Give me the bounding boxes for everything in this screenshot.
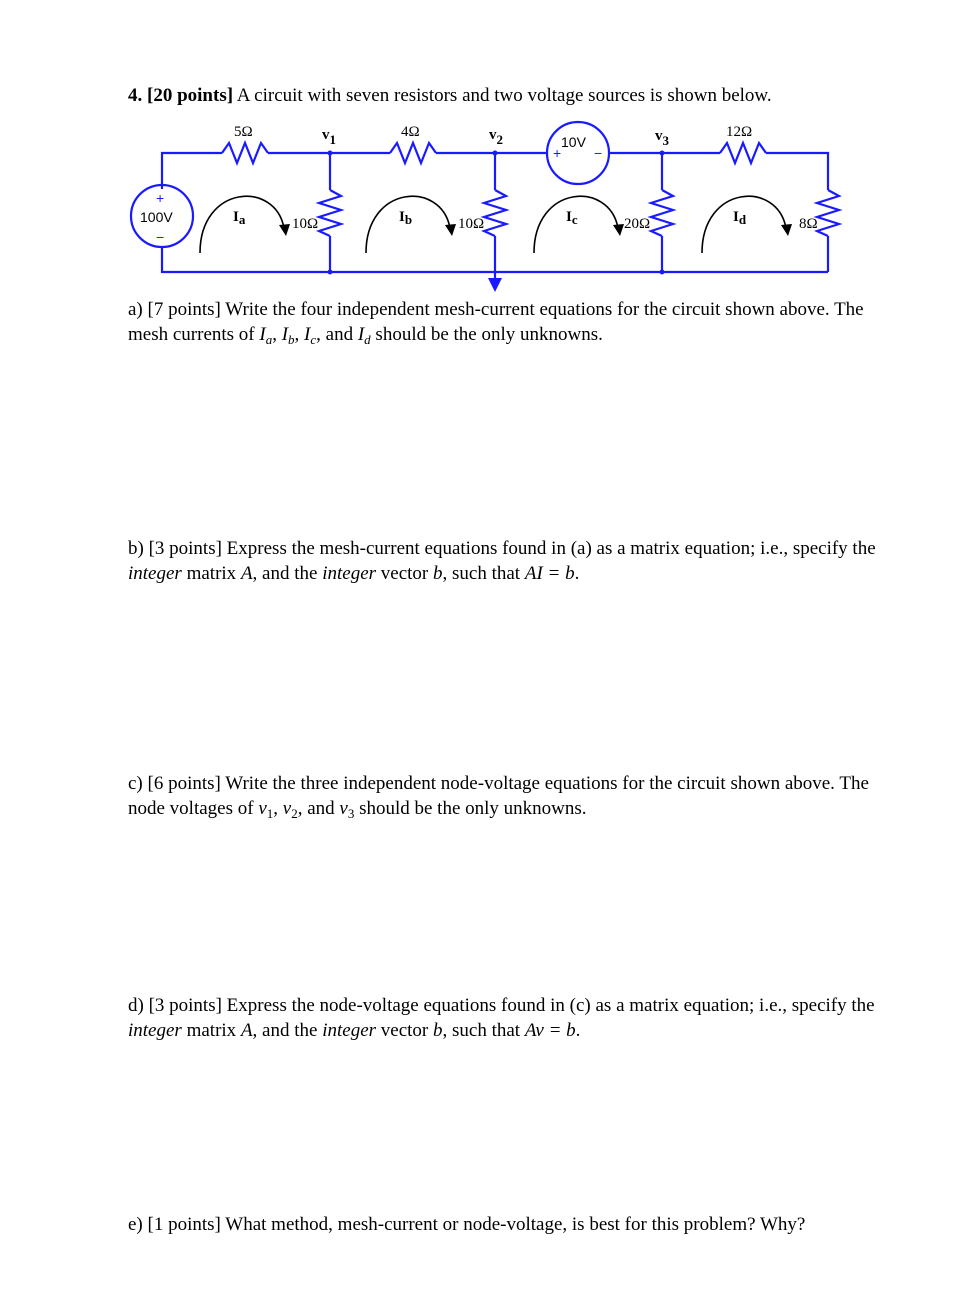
resistor-10ohm-b xyxy=(484,190,506,236)
node-dot xyxy=(493,151,498,156)
part-e-text: e) [1 points] What method, mesh-current or node-voltage, is best for this problem? Why? xyxy=(128,1214,806,1235)
problem-points: [20 points] xyxy=(147,85,234,106)
r-4ohm-label: 4Ω xyxy=(401,124,420,140)
part-b-period: . xyxy=(574,563,580,584)
mesh-c-label: Ic xyxy=(566,209,578,227)
resistor-8ohm xyxy=(817,190,839,236)
part-a-tail: should be the only unknowns. xyxy=(375,324,603,345)
problem-header xyxy=(128,83,908,108)
var-ia: $I_a$ xyxy=(259,324,273,347)
mesh-a-label: Ia xyxy=(233,209,246,227)
problem-number: 4. xyxy=(128,85,143,106)
var-v3: $v_3$ xyxy=(339,798,355,821)
mesh-arrowhead-b xyxy=(445,224,456,236)
part-b-lead: b) [3 points] Express the mesh-current equations found in (a) as a matrix equation; i.e., specify the xyxy=(128,538,876,559)
node-v1-label: v1 xyxy=(322,127,336,147)
source-10v-plus: + xyxy=(553,145,562,161)
part-b-equation: AI = b xyxy=(524,563,575,584)
r-10ohm-a-label: 10Ω xyxy=(292,216,319,232)
part-a: a) [7 points] Write the four independent mesh-current equations for the circuit shown above. The mesh currents of $I_a$, $I_b$, $I_c$, and $I_d$ should be the only unknowns. xyxy=(128,299,864,347)
part-b xyxy=(128,536,908,586)
top-wire-left xyxy=(162,153,222,189)
part-b-b: b xyxy=(433,563,443,584)
r-12ohm-label: 12Ω xyxy=(726,124,753,140)
resistor-12ohm xyxy=(720,143,766,163)
part-b-matrix: matrix xyxy=(186,563,237,584)
resistor-20ohm xyxy=(651,190,673,236)
part-b-and-the: , and the xyxy=(252,563,318,584)
part-d xyxy=(128,993,908,1043)
part-b-A: A xyxy=(240,563,253,584)
part-b-integer-2: integer xyxy=(322,563,377,584)
part-c-lead: c) [6 points] Write the three independent node-voltage equations for the circuit shown above. The node voltages of xyxy=(128,773,869,819)
part-c-tail: should be the only unknowns. xyxy=(359,798,587,819)
part-e xyxy=(128,1212,848,1237)
part-d-and-the: , and the xyxy=(252,1020,318,1041)
source-10v-label: 10V xyxy=(561,134,586,150)
resistor-5ohm xyxy=(222,143,268,163)
source-10v-minus: − xyxy=(594,145,603,161)
part-d-period: . xyxy=(575,1020,581,1041)
mesh-arrowhead-a xyxy=(279,224,290,236)
mesh-arrowhead-c xyxy=(613,224,624,236)
part-b-vector: vector xyxy=(380,563,429,584)
part-d-such-that: , such that xyxy=(442,1020,521,1041)
part-a-conj: and xyxy=(325,324,354,345)
var-ib: $I_b$ xyxy=(281,324,295,347)
ground-arrow xyxy=(488,278,502,292)
node-dot xyxy=(660,270,665,275)
part-d-equation: Av = b xyxy=(524,1020,576,1041)
node-dot xyxy=(660,151,665,156)
r-10ohm-b-label: 10Ω xyxy=(458,216,485,232)
node-dot xyxy=(328,270,333,275)
part-d-vector: vector xyxy=(380,1020,429,1041)
node-v3-label: v3 xyxy=(655,128,669,148)
r-20ohm-label: 20Ω xyxy=(624,216,651,232)
problem-statement: A circuit with seven resistors and two voltage sources is shown below. xyxy=(236,85,772,106)
circuit-diagram xyxy=(0,110,973,300)
part-a-lead: a) [7 points] Write the four independent mesh-current equations for the circuit shown above. The mesh currents of xyxy=(128,299,864,345)
var-ic: $I_c$ xyxy=(304,324,317,347)
part-c: c) [6 points] Write the three independent node-voltage equations for the circuit shown above. The node voltages of $v_1$, $v_2$, and $v_3$ should be the only unknowns. xyxy=(128,773,869,821)
part-b-such-that: , such that xyxy=(442,563,521,584)
mesh-d-label: Id xyxy=(733,209,747,227)
var-v1: $v_1$ xyxy=(258,798,274,821)
var-v2: $v_2$ xyxy=(282,798,298,821)
r-5ohm-label: 5Ω xyxy=(234,124,253,140)
resistor-10ohm-a xyxy=(319,190,341,236)
part-c-conj: and xyxy=(307,798,335,819)
part-d-integer-2: integer xyxy=(322,1020,377,1041)
part-d-A: A xyxy=(240,1020,253,1041)
node-dot xyxy=(328,151,333,156)
source-100v-plus: + xyxy=(156,190,165,206)
var-id: $I_d$ xyxy=(357,324,371,347)
resistor-4ohm xyxy=(390,143,436,163)
part-d-integer-1: integer xyxy=(128,1020,182,1041)
mesh-arrowhead-d xyxy=(781,224,792,236)
top-wire-right xyxy=(766,153,828,190)
r-8ohm-label: 8Ω xyxy=(799,216,818,232)
part-d-lead: d) [3 points] Express the node-voltage equations found in (c) as a matrix equation; i.e., specify the xyxy=(128,995,875,1016)
node-v2-label: v2 xyxy=(489,127,503,147)
source-100v-minus: − xyxy=(156,229,165,245)
part-d-b: b xyxy=(433,1020,443,1041)
source-100v-label: 100V xyxy=(140,209,173,225)
mesh-b-label: Ib xyxy=(399,209,413,227)
part-d-matrix: matrix xyxy=(186,1020,237,1041)
part-b-integer-1: integer xyxy=(128,563,182,584)
